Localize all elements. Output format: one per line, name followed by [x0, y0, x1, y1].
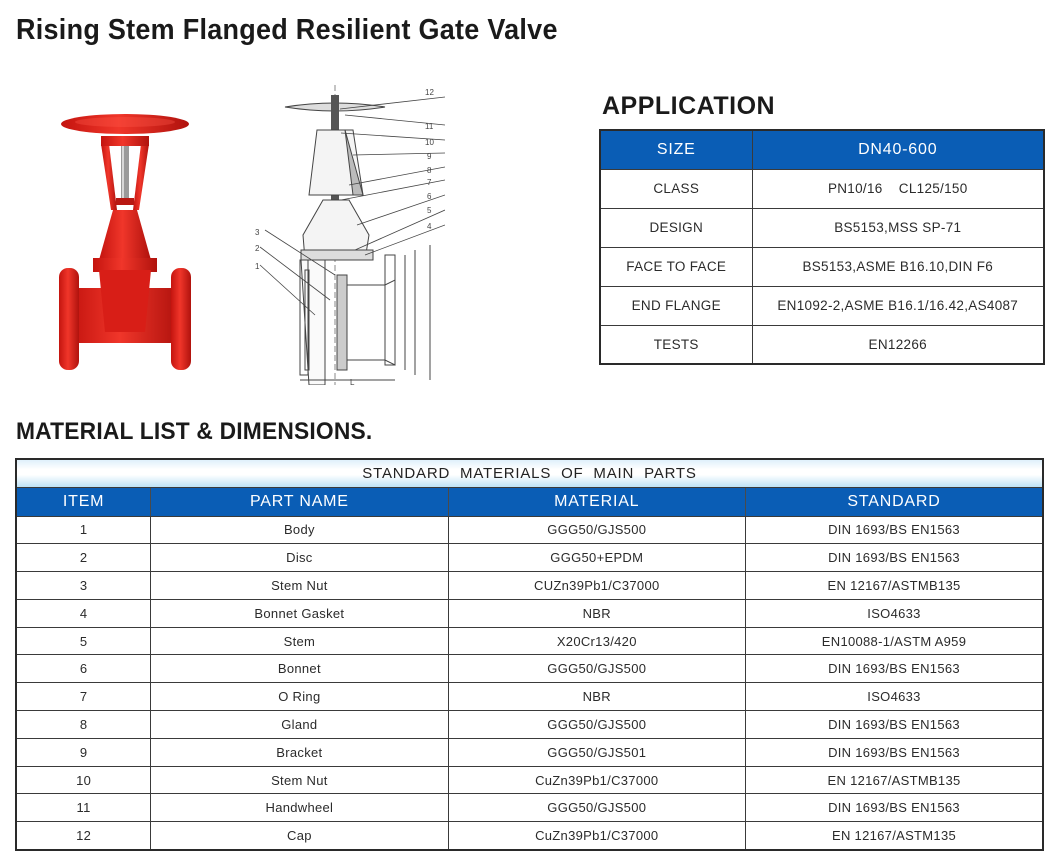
material-cell: CuZn39Pb1/C37000 — [448, 766, 745, 794]
table-row — [16, 822, 1043, 850]
standard-cell: DIN 1693/BS EN1563 — [746, 711, 1043, 739]
table-row — [16, 711, 1043, 739]
item-cell: 5 — [16, 627, 151, 655]
application-value: BS5153,MSS SP-71 — [752, 208, 1044, 247]
part-name-cell: Cap — [151, 822, 448, 850]
size-value: DN40-600 — [752, 130, 1044, 169]
item-cell: 10 — [16, 766, 151, 794]
svg-text:10: 10 — [425, 138, 434, 147]
materials-caption: STANDARD MATERIALS OF MAIN PARTS — [16, 459, 1043, 487]
part-name-cell: Bonnet Gasket — [151, 599, 448, 627]
material-cell: GGG50/GJS500 — [448, 794, 745, 822]
application-table — [599, 129, 1045, 365]
item-cell: 12 — [16, 822, 151, 850]
item-cell: 9 — [16, 738, 151, 766]
materials-header-row — [16, 487, 1043, 516]
svg-text:L: L — [350, 378, 355, 385]
table-row — [16, 544, 1043, 572]
application-row — [600, 286, 1044, 325]
table-row — [16, 794, 1043, 822]
application-value: EN12266 — [752, 325, 1044, 364]
material-cell: GGG50+EPDM — [448, 544, 745, 572]
table-row — [16, 599, 1043, 627]
column-header-item: ITEM — [16, 487, 151, 516]
item-cell: 6 — [16, 655, 151, 683]
item-cell: 2 — [16, 544, 151, 572]
standard-cell: DIN 1693/BS EN1563 — [746, 544, 1043, 572]
part-name-cell: Disc — [151, 544, 448, 572]
application-heading: APPLICATION — [602, 92, 776, 120]
application-key: TESTS — [600, 325, 752, 364]
part-name-cell: Handwheel — [151, 794, 448, 822]
standard-cell: EN 12167/ASTMB135 — [746, 766, 1043, 794]
item-cell: 1 — [16, 516, 151, 544]
standard-cell: EN 12167/ASTM135 — [746, 822, 1043, 850]
svg-text:12: 12 — [425, 88, 434, 97]
part-name-cell: Stem — [151, 627, 448, 655]
application-value: EN1092-2,ASME B16.1/16.42,AS4087 — [752, 286, 1044, 325]
part-name-cell: Bracket — [151, 738, 448, 766]
application-row — [600, 247, 1044, 286]
application-key: CLASS — [600, 169, 752, 208]
table-row — [16, 766, 1043, 794]
application-row — [600, 169, 1044, 208]
svg-text:8: 8 — [427, 166, 432, 175]
material-cell: NBR — [448, 599, 745, 627]
standard-cell: DIN 1693/BS EN1563 — [746, 516, 1043, 544]
standard-cell: EN 12167/ASTMB135 — [746, 572, 1043, 600]
materials-table — [15, 458, 1044, 851]
table-row — [16, 655, 1043, 683]
item-cell: 3 — [16, 572, 151, 600]
material-cell: CuZn39Pb1/C37000 — [448, 822, 745, 850]
svg-text:3: 3 — [255, 228, 260, 237]
part-name-cell: Stem Nut — [151, 572, 448, 600]
material-cell: GGG50/GJS500 — [448, 516, 745, 544]
table-row — [16, 516, 1043, 544]
svg-text:6: 6 — [427, 192, 432, 201]
standard-cell: ISO4633 — [746, 683, 1043, 711]
svg-text:5: 5 — [427, 206, 432, 215]
item-cell: 8 — [16, 711, 151, 739]
materials-caption-row — [16, 459, 1043, 487]
column-header-part-name: PART NAME — [151, 487, 448, 516]
table-row — [16, 738, 1043, 766]
standard-cell: EN10088-1/ASTM A959 — [746, 627, 1043, 655]
part-name-cell: O Ring — [151, 683, 448, 711]
materials-heading: MATERIAL LIST & DIMENSIONS. — [16, 418, 373, 445]
part-name-cell: Body — [151, 516, 448, 544]
valve-cross-section-drawing — [245, 85, 445, 385]
material-cell: GGG50/GJS500 — [448, 655, 745, 683]
part-name-cell: Bonnet — [151, 655, 448, 683]
part-name-cell: Stem Nut — [151, 766, 448, 794]
table-row — [16, 627, 1043, 655]
application-key: DESIGN — [600, 208, 752, 247]
standard-cell: DIN 1693/BS EN1563 — [746, 655, 1043, 683]
svg-text:4: 4 — [427, 222, 432, 231]
application-row — [600, 325, 1044, 364]
standard-cell: ISO4633 — [746, 599, 1043, 627]
part-name-cell: Gland — [151, 711, 448, 739]
standard-cell: DIN 1693/BS EN1563 — [746, 794, 1043, 822]
svg-text:11: 11 — [425, 122, 434, 131]
standard-cell: DIN 1693/BS EN1563 — [746, 738, 1043, 766]
item-cell: 11 — [16, 794, 151, 822]
table-row — [16, 572, 1043, 600]
valve-photo — [55, 110, 195, 375]
svg-text:1: 1 — [255, 262, 260, 271]
svg-text:9: 9 — [427, 152, 432, 161]
column-header-material: MATERIAL — [448, 487, 745, 516]
svg-text:7: 7 — [427, 178, 432, 187]
application-value: BS5153,ASME B16.10,DIN F6 — [752, 247, 1044, 286]
material-cell: GGG50/GJS500 — [448, 711, 745, 739]
item-cell: 7 — [16, 683, 151, 711]
svg-text:2: 2 — [255, 244, 260, 253]
material-cell: NBR — [448, 683, 745, 711]
application-row — [600, 208, 1044, 247]
material-cell: GGG50/GJS501 — [448, 738, 745, 766]
material-cell: CUZn39Pb1/C37000 — [448, 572, 745, 600]
material-cell: X20Cr13/420 — [448, 627, 745, 655]
application-header-row — [600, 130, 1044, 169]
application-value: PN10/16 CL125/150 — [752, 169, 1044, 208]
application-key: END FLANGE — [600, 286, 752, 325]
column-header-standard: STANDARD — [746, 487, 1043, 516]
size-label: SIZE — [600, 130, 752, 169]
application-key: FACE TO FACE — [600, 247, 752, 286]
item-cell: 4 — [16, 599, 151, 627]
page-title: Rising Stem Flanged Resilient Gate Valve — [16, 14, 558, 46]
table-row — [16, 683, 1043, 711]
